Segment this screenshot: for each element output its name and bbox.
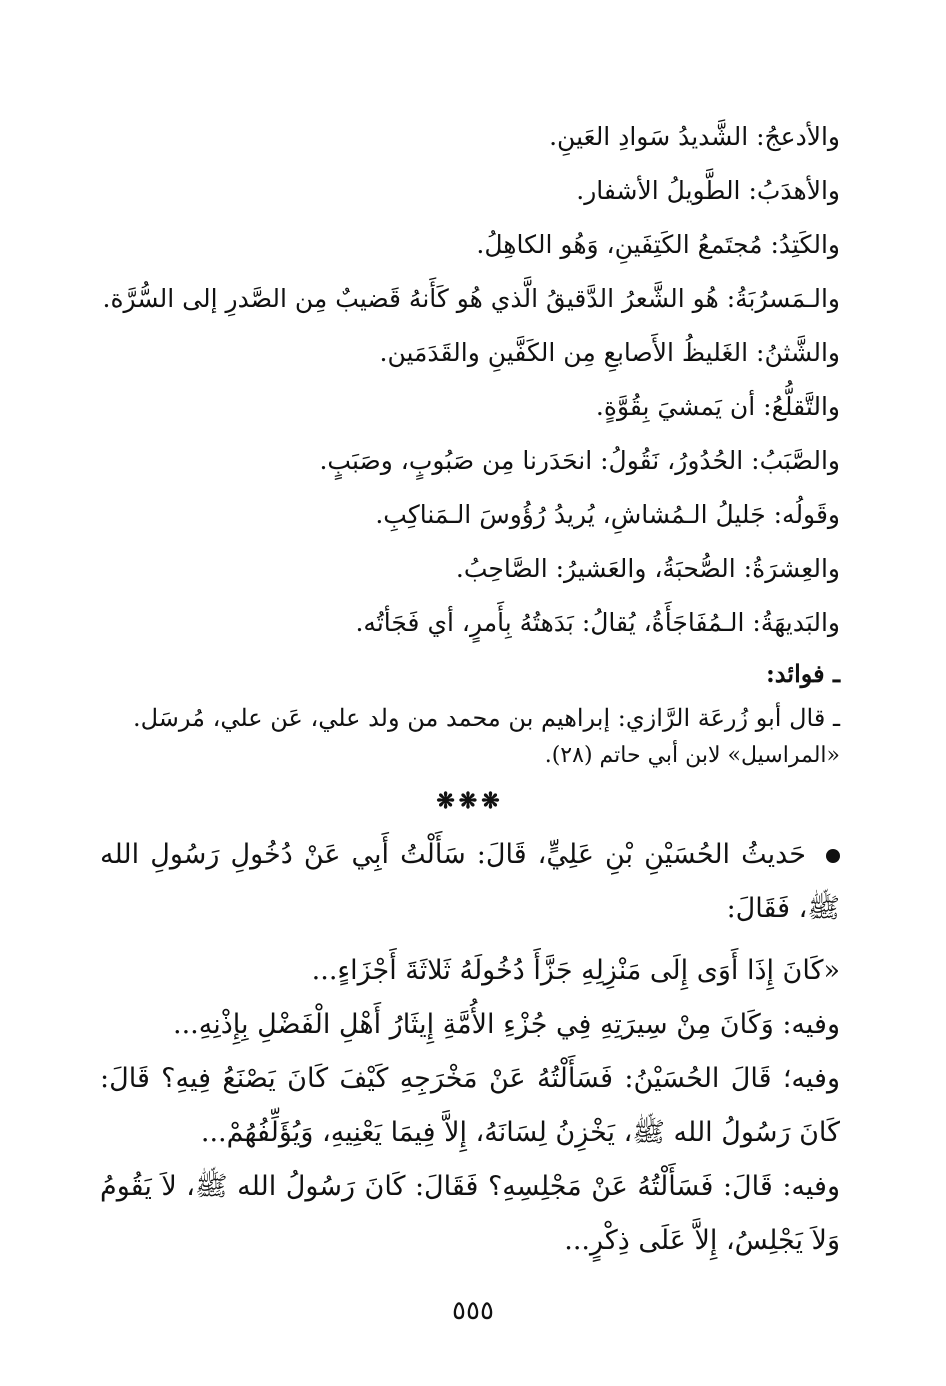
hadith-section [100, 828, 840, 1268]
definition-line: والتَّقلُّعُ: أن يَمشيَ بِقُوَّةٍ. [595, 392, 840, 421]
definition-line: والصَّبَبُ: الحُدُورُ، نَقُولُ: انحَدَرنا مِن صَبُوبٍ، وصَبَبٍ. [319, 446, 840, 475]
hadith-line: وفيه: قَالَ: فَسَأَلْتُهُ عَنْ مَجْلِسِهِ؟ فَقَالَ: كَانَ رَسُولُ الله ﷺ، لاَ يَقُومُ وَلاَ يَجْلِسُ، إِلاَّ عَلَى ذِكْرٍ... [100, 1171, 840, 1256]
hadith-line: وفيه؛ قَالَ الحُسَيْنُ: فَسَأَلْتُهُ عَنْ مَخْرَجِهِ كَيْفَ كَانَ يَصْنَعُ فِيهِ؟ قَالَ: كَانَ رَسُولُ الله ﷺ، يَخْزِنُ لِسَانَهُ، إِلاَّ فِيمَا يَعْنِيهِ، وَيُؤَلِّفُهُمْ... [100, 1063, 840, 1148]
definition-line: والـمَسرُبَةُ: هُو الشَّعرُ الدَّقيقُ الَّذي هُو كَأَنهُ قَضيبٌ مِن الصَّدرِ إلى السُّرَّة. [102, 284, 840, 313]
bullet-icon [826, 849, 840, 863]
definition-line: والكَتِدُ: مُجتَمعُ الكَتِفَينِ، وَهُو الكاهِلُ. [476, 230, 840, 259]
definition-line: والأهدَبُ: الطَّويلُ الأشفار. [576, 176, 840, 205]
section-separator: ❋❋❋ [436, 788, 504, 814]
fawaid-note: ـ قال أبو زُرعَة الرَّازي: إبراهيم بن محمد من ولد علي، عَن علي، مُرسَل. [132, 704, 840, 732]
hadith-line: وفيه: وَكَانَ مِنْ سِيرَتِهِ فِي جُزْءِ الأُمَّةِ إِيثَارُ أَهْلِ الْفَضْلِ بِإِذْنِهِ... [172, 1009, 840, 1040]
hadith-title-text: حَديثُ الحُسَيْنِ بْنِ عَلِيٍّ، قَالَ: سَأَلْتُ أَبِي عَنْ دُخُولِ رَسُولِ الله ﷺ، فَقَالَ: [100, 839, 840, 924]
definition-line: والعِشرَةُ: الصُّحبَةُ، والعَشيرُ: الصَّاحِبُ. [455, 554, 840, 583]
page-body [100, 110, 840, 1268]
page-number: ٥٥٥ [452, 1296, 494, 1326]
hadith-title [100, 828, 840, 936]
definition-line: والأدعجُ: الشَّديدُ سَوادِ العَينِ. [549, 122, 840, 151]
fawaid-heading: ـ فوائد: [765, 659, 840, 688]
fawaid-section [100, 650, 840, 774]
definition-line: وقَولُه: جَليلُ الـمُشاشِ، يُريدُ رُؤُوسَ الـمَناكِبِ. [375, 500, 840, 529]
hadith-line: «كَانَ إِذَا أَوَى إِلَى مَنْزِلِهِ جَزَّأَ دُخُولَهُ ثَلاثَةَ أَجْزَاءٍ... [311, 955, 840, 986]
definition-line: والشَّثنُ: الغَليظُ الأَصابعِ مِن الكَفَّينِ والقَدَمَين. [379, 338, 840, 367]
fawaid-reference: «المراسيل» لابن أبي حاتم (٢٨). [544, 743, 840, 768]
definition-line: والبَديهَةُ: الـمُفَاجَأَةُ، يُقالُ: بَدَهتُهُ بِأَمرٍ، أي فَجَأتُه. [355, 608, 840, 637]
definitions-list [100, 110, 840, 650]
